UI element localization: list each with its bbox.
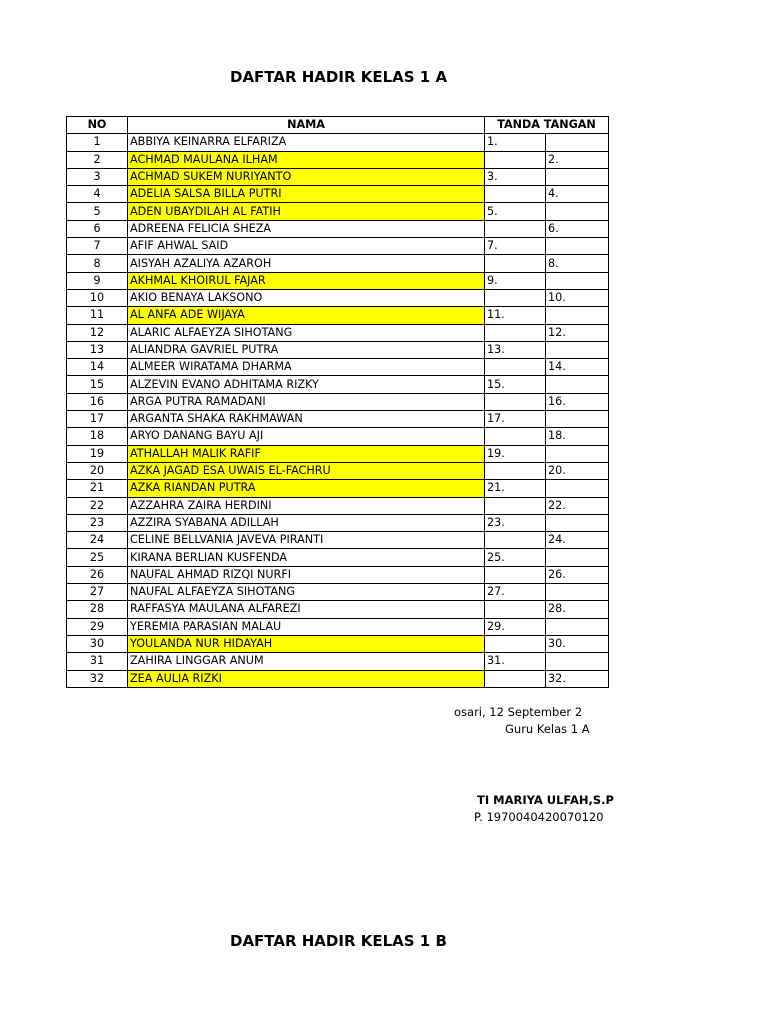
signature-nip [474, 810, 610, 824]
student-name: ALMEER WIRATAMA DHARMA [128, 359, 485, 376]
signature-cell-right[interactable]: 14. [546, 359, 609, 376]
row-number: 11 [67, 307, 128, 324]
student-name: AKIO BENAYA LAKSONO [128, 289, 485, 306]
student-name: CELINE BELLVANIA JAVEVA PIRANTI [128, 532, 485, 549]
table-row [67, 376, 609, 393]
table-row [67, 151, 609, 168]
student-name: ALZEVIN EVANO ADHITAMA RIZKY [128, 376, 485, 393]
table-header-row [67, 117, 609, 134]
table-row [67, 514, 609, 531]
table-row [67, 618, 609, 635]
student-name: AZZAHRA ZAIRA HERDINI [128, 497, 485, 514]
table-row [67, 220, 609, 237]
table-row [67, 307, 609, 324]
signature-cell-right[interactable] [546, 238, 609, 255]
student-name: ACHMAD MAULANA ILHAM [128, 151, 485, 168]
table-row [67, 393, 609, 410]
student-name: ADELIA SALSA BILLA PUTRI [128, 186, 485, 203]
row-number: 30 [67, 635, 128, 652]
row-number: 9 [67, 272, 128, 289]
row-number: 8 [67, 255, 128, 272]
signature-cell-right[interactable] [546, 134, 609, 151]
signature-cell-right[interactable] [546, 376, 609, 393]
student-name: AISYAH AZALIYA AZAROH [128, 255, 485, 272]
signature-cell-left[interactable]: 11. [485, 307, 546, 324]
signature-cell-left[interactable]: 7. [485, 238, 546, 255]
signature-cell-left[interactable]: 23. [485, 514, 546, 531]
student-name: ARGA PUTRA RAMADANI [128, 393, 485, 410]
table-row [67, 653, 609, 670]
table-row [67, 272, 609, 289]
row-number: 18 [67, 428, 128, 445]
table-row [67, 341, 609, 358]
table-row [67, 549, 609, 566]
signature-cell-left[interactable]: 1. [485, 134, 546, 151]
signature-cell-left[interactable]: 13. [485, 341, 546, 358]
table-row [67, 324, 609, 341]
row-number: 4 [67, 186, 128, 203]
teacher-name-text: TI MARIYA ULFAH,S.P [477, 793, 614, 807]
student-name: ALIANDRA GAVRIEL PUTRA [128, 341, 485, 358]
signature-cell-right[interactable]: 6. [546, 220, 609, 237]
student-name: ADEN UBAYDILAH AL FATIH [128, 203, 485, 220]
row-number: 14 [67, 359, 128, 376]
student-name: NAUFAL AHMAD RIZQI NURFI [128, 566, 485, 583]
row-number: 3 [67, 168, 128, 185]
signature-cell-right[interactable] [546, 514, 609, 531]
row-number: 22 [67, 497, 128, 514]
signature-cell-left[interactable]: 15. [485, 376, 546, 393]
signature-cell-right[interactable] [546, 203, 609, 220]
signature-cell-left[interactable] [485, 601, 546, 618]
table-row [67, 462, 609, 479]
student-name: KIRANA BERLIAN KUSFENDA [128, 549, 485, 566]
table-row [67, 566, 609, 583]
row-number: 2 [67, 151, 128, 168]
student-name: ZAHIRA LINGGAR ANUM [128, 653, 485, 670]
signature-cell-left[interactable] [485, 393, 546, 410]
header-no: NO [67, 117, 128, 134]
signature-cell-left[interactable] [485, 462, 546, 479]
signature-cell-left[interactable]: 9. [485, 272, 546, 289]
table-row [67, 289, 609, 306]
attendance-table [66, 116, 609, 688]
signature-cell-left[interactable] [485, 220, 546, 237]
row-number: 7 [67, 238, 128, 255]
student-name: ZEA AULIA RIZKI [128, 670, 485, 687]
signature-teacher-name [477, 793, 614, 807]
nip-text: P. 1970040420070120 [474, 810, 604, 824]
table-row [67, 584, 609, 601]
page-title: DAFTAR HADIR KELAS 1 A [230, 68, 448, 86]
signature-cell-right[interactable]: 4. [546, 186, 609, 203]
signature-cell-right[interactable]: 10. [546, 289, 609, 306]
signature-cell-right[interactable]: 18. [546, 428, 609, 445]
signature-cell-right[interactable] [546, 341, 609, 358]
row-number: 20 [67, 462, 128, 479]
student-name: ACHMAD SUKEM NURIYANTO [128, 168, 485, 185]
table-row [67, 238, 609, 255]
signature-cell-right[interactable]: 22. [546, 497, 609, 514]
place-date-text: osari, 12 September 2 [454, 705, 583, 719]
row-number: 17 [67, 411, 128, 428]
row-number: 19 [67, 445, 128, 462]
table-row [67, 134, 609, 151]
table-row [67, 635, 609, 652]
table-row [67, 359, 609, 376]
student-name: AZKA RIANDAN PUTRA [128, 480, 485, 497]
signature-cell-right[interactable] [546, 445, 609, 462]
signature-cell-left[interactable]: 3. [485, 168, 546, 185]
signature-cell-right[interactable]: 28. [546, 601, 609, 618]
table-row [67, 601, 609, 618]
signature-cell-left[interactable] [485, 566, 546, 583]
signature-cell-right[interactable] [546, 168, 609, 185]
student-name: ABBIYA KEINARRA ELFARIZA [128, 134, 485, 151]
table-body [67, 134, 609, 688]
student-name: NAUFAL ALFAEYZA SIHOTANG [128, 584, 485, 601]
row-number: 1 [67, 134, 128, 151]
signature-place-date [454, 705, 610, 719]
row-number: 29 [67, 618, 128, 635]
student-name: AFIF AHWAL SAID [128, 238, 485, 255]
student-name: ALARIC ALFAEYZA SIHOTANG [128, 324, 485, 341]
row-number: 26 [67, 566, 128, 583]
signature-cell-left[interactable] [485, 532, 546, 549]
row-number: 21 [67, 480, 128, 497]
signature-role [480, 722, 610, 736]
student-name: YOULANDA NUR HIDAYAH [128, 635, 485, 652]
table-row [67, 203, 609, 220]
role-text: Guru Kelas 1 A [505, 722, 590, 736]
signature-cell-right[interactable] [546, 653, 609, 670]
row-number: 13 [67, 341, 128, 358]
signature-cell-left[interactable] [485, 359, 546, 376]
signature-cell-right[interactable] [546, 411, 609, 428]
student-name: ARGANTA SHAKA RAKHMAWAN [128, 411, 485, 428]
signature-cell-left[interactable] [485, 186, 546, 203]
table-row [67, 445, 609, 462]
signature-cell-right[interactable]: 32. [546, 670, 609, 687]
signature-cell-left[interactable]: 17. [485, 411, 546, 428]
table-row [67, 497, 609, 514]
table-row [67, 255, 609, 272]
signature-cell-left[interactable]: 5. [485, 203, 546, 220]
signature-cell-left[interactable] [485, 289, 546, 306]
signature-cell-right[interactable] [546, 618, 609, 635]
signature-cell-right[interactable] [546, 272, 609, 289]
header-nama: NAMA [128, 117, 485, 134]
signature-cell-right[interactable]: 20. [546, 462, 609, 479]
signature-cell-left[interactable] [485, 324, 546, 341]
signature-cell-left[interactable]: 29. [485, 618, 546, 635]
row-number: 23 [67, 514, 128, 531]
student-name: ATHALLAH MALIK RAFIF [128, 445, 485, 462]
row-number: 25 [67, 549, 128, 566]
row-number: 5 [67, 203, 128, 220]
row-number: 6 [67, 220, 128, 237]
signature-cell-right[interactable]: 24. [546, 532, 609, 549]
signature-cell-right[interactable]: 12. [546, 324, 609, 341]
signature-cell-left[interactable] [485, 151, 546, 168]
signature-cell-left[interactable]: 21. [485, 480, 546, 497]
student-name: AKHMAL KHOIRUL FAJAR [128, 272, 485, 289]
table-row [67, 411, 609, 428]
signature-cell-left[interactable]: 25. [485, 549, 546, 566]
table-row [67, 480, 609, 497]
next-page-title: DAFTAR HADIR KELAS 1 B [230, 932, 447, 950]
student-name: YEREMIA PARASIAN MALAU [128, 618, 485, 635]
table-row [67, 670, 609, 687]
student-name: AL ANFA ADE WIJAYA [128, 307, 485, 324]
row-number: 27 [67, 584, 128, 601]
student-name: ADREENA FELICIA SHEZA [128, 220, 485, 237]
row-number: 16 [67, 393, 128, 410]
row-number: 31 [67, 653, 128, 670]
signature-cell-right[interactable] [546, 584, 609, 601]
signature-cell-right[interactable]: 30. [546, 635, 609, 652]
row-number: 32 [67, 670, 128, 687]
signature-cell-right[interactable]: 8. [546, 255, 609, 272]
header-tanda-tangan: TANDA TANGAN [485, 117, 609, 134]
signature-cell-right[interactable] [546, 480, 609, 497]
table-row [67, 428, 609, 445]
signature-cell-left[interactable] [485, 635, 546, 652]
student-name: AZKA JAGAD ESA UWAIS EL-FACHRU [128, 462, 485, 479]
table-row [67, 168, 609, 185]
row-number: 10 [67, 289, 128, 306]
row-number: 15 [67, 376, 128, 393]
signature-cell-left[interactable] [485, 428, 546, 445]
signature-cell-right[interactable]: 26. [546, 566, 609, 583]
table-row [67, 186, 609, 203]
signature-cell-left[interactable]: 31. [485, 653, 546, 670]
signature-cell-right[interactable]: 2. [546, 151, 609, 168]
row-number: 12 [67, 324, 128, 341]
student-name: ARYO DANANG BAYU AJI [128, 428, 485, 445]
table-row [67, 532, 609, 549]
signature-cell-left[interactable] [485, 497, 546, 514]
signature-cell-left[interactable] [485, 670, 546, 687]
row-number: 24 [67, 532, 128, 549]
signature-cell-right[interactable] [546, 549, 609, 566]
signature-cell-right[interactable]: 16. [546, 393, 609, 410]
row-number: 28 [67, 601, 128, 618]
signature-cell-left[interactable]: 27. [485, 584, 546, 601]
signature-cell-right[interactable] [546, 307, 609, 324]
signature-cell-left[interactable]: 19. [485, 445, 546, 462]
signature-cell-left[interactable] [485, 255, 546, 272]
student-name: AZZIRA SYABANA ADILLAH [128, 514, 485, 531]
student-name: RAFFASYA MAULANA ALFAREZI [128, 601, 485, 618]
